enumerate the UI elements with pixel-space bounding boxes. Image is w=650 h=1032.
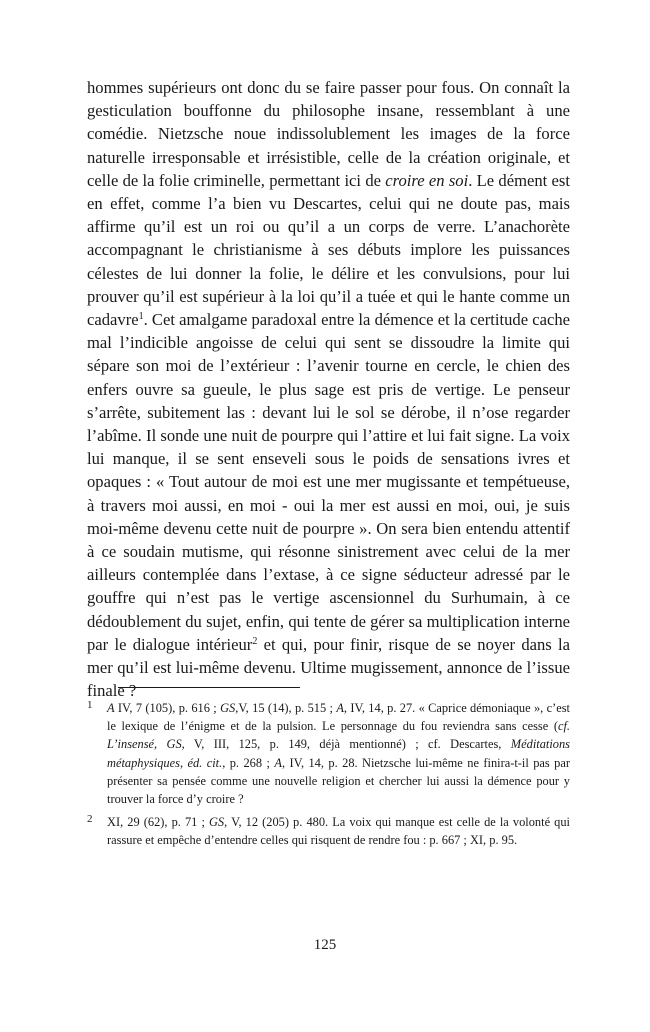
footnote-ref-1: 1	[138, 311, 144, 323]
footnote-number-2: 2	[87, 813, 93, 826]
body-text-2: . Le dément est en effet, comme l’a bien vu Descartes, celui qui ne doute pas, mais affirme qu’il est un roi ou qu’il a un corps de verre. L’anachorète accompagnant le christianisme à ses débuts implore les puissances célestes de lui donner la folie, le délire et les convulsions, pour lui prouver qu’il est supérieur à la loi qu’il a tuée et qui le hante comme un cadavre	[87, 170, 570, 330]
body-italic-1: croire en soi	[385, 170, 469, 190]
footnote-ref-2: 2	[252, 635, 258, 647]
footnote-1-text-h: , V, III, 125, p. 149, déjà mentionné) ; cf. Descartes,	[181, 737, 511, 752]
main-text	[87, 76, 570, 702]
footnote-1-text-l: , p. 268 ;	[222, 755, 275, 770]
footnote-1-text-d: ,V, 15 (14), p. 515 ;	[235, 701, 337, 715]
body-text-3: . Cet amalgame paradoxal entre la démence et la certitude cache mal l’indicible angoisse de celui qui sent se dissoudre la limite qui sépare son moi de l’extérieur : l’avenir tourne en cercle, le chien des enfers ouvre sa gueule, le plus sage est pris de vertige. Le penseur s’arrête, subitement las : devant lui le sol se dérobe, il n’ose regarder l’abîme. Il sonde une nuit de pourpre qui l’attire et lui fait signe. La voix lui manque, il se sent enseveli sous le poids de sensations ivres et opaques : « Tout autour de moi est une mer mugissante et tempétueuse, à travers moi aussi, en moi - oui la mer est aussi en moi, oui, je suis moi-même devenu cette nuit de pourpre ». On sera bien entendu attentif à ce soudain mutisme, qui résonne sinistrement avec celui de la mer ailleurs contemplée dans l’extase, à ce signe séducteur adressé par le gouffre qui n’est pas le vertige ascensionnel du Surhumain, à ce dédoublement du sujet, enfin, qui tente de gérer sa multiplication interne par le dialogue intérieur	[87, 310, 570, 654]
footnote-1-text-j: ,	[179, 755, 188, 770]
footnote-number-1: 1	[87, 699, 93, 711]
footnote-1-italic-e: A	[336, 701, 344, 715]
footnote-1-text-b: IV, 7 (105), p. 616 ;	[114, 701, 221, 715]
footnote-1-italic-a: A	[107, 701, 115, 715]
body-text-4: et qui, pour finir, risque de se noyer dans la mer qu’il est lui-même devenu. Ultime mugissement, annonce de l’issue finale ?	[87, 634, 570, 701]
footnote-1-italic-k: éd. cit.	[187, 755, 223, 770]
footnote-1-text-n: , IV, 14, p. 28. Nietzsche lui-même ne finira-t-il pas par présenter sa pensée comme une nouvelle religion et chercher lui aussi la démence pour y trouver la force d’y croire ?	[107, 755, 570, 807]
footnote-1-italic-m: A	[274, 755, 282, 770]
page-number: 125	[313, 937, 337, 953]
footnote-1-italic-c: GS	[220, 701, 236, 715]
footnote-1	[87, 699, 570, 808]
footnote-separator	[118, 687, 300, 688]
footnote-2-italic-b: GS	[208, 815, 225, 830]
footnote-1-italic-g: cf. L’insensé, GS	[107, 719, 570, 752]
body-text-1: hommes supérieurs ont donc du se faire passer pour fous. On connaît la gesticulation bouffonne du philosophe insane, ressemblant à une comédie. Nietzsche noue indissolublement les images de la force naturelle irresponsable et irrésistible, celle de la création originale, et celle de la folie criminelle, permettant ici de	[87, 78, 570, 190]
footnote-1-italic-i: Méditations métaphysiques	[107, 737, 570, 770]
footnote-2	[87, 813, 570, 849]
footnotes	[87, 699, 570, 855]
footnote-2-text-a: XI, 29 (62), p. 71 ;	[107, 815, 209, 830]
footnote-2-text-c: , V, 12 (205) p. 480. La voix qui manque est celle de la volonté qui rassure et empêche d’entendre celles qui risquent de rendre fou : p. 667 ; XI, p. 95.	[107, 815, 570, 848]
footnote-1-text-f: , IV, 14, p. 27. « Caprice démoniaque », c’est le lexique de l’énigme et de la pulsion. Le personnage du fou reviendra sans cesse (	[107, 701, 570, 734]
body-paragraph	[87, 76, 570, 702]
